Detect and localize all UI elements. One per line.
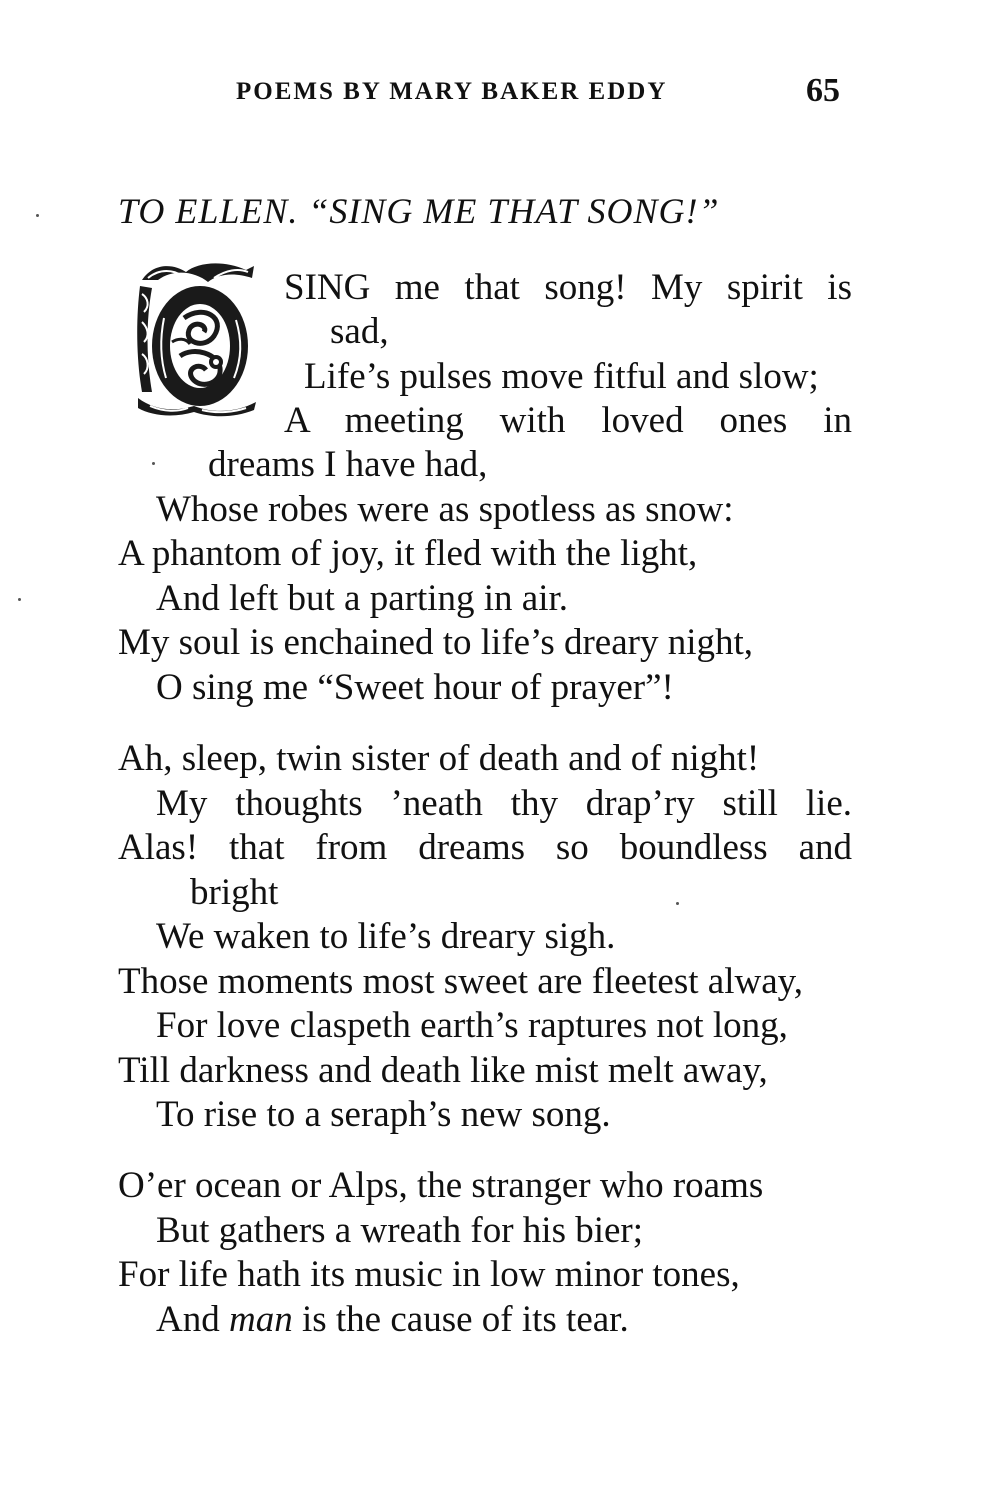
poem-line: bright: [190, 872, 279, 913]
poem-line: SING me that song! My spirit is: [284, 267, 852, 308]
poem-line: My soul is enchained to life’s dreary night,: [118, 622, 754, 663]
poem-line: My thoughts ’neath thy drap’ry still lie.: [156, 783, 852, 824]
running-head: POEMS BY MARY BAKER EDDY: [236, 78, 668, 105]
ornamental-dropcap: [134, 258, 260, 420]
poem-line: We waken to life’s dreary sigh.: [156, 916, 616, 957]
poem-line: [156, 1298, 629, 1342]
poem-line: But gathers a wreath for his bier;: [156, 1210, 644, 1251]
poem-line: For love claspeth earth’s raptures not long,: [156, 1005, 788, 1046]
poem-line-start: And: [156, 1299, 220, 1340]
poem-line: For life hath its music in low minor tones,: [118, 1254, 740, 1295]
poem-title: TO ELLEN. “SING ME THAT SONG!”: [118, 191, 720, 231]
poem-line: sad,: [330, 311, 389, 352]
poem-line: Alas! that from dreams so boundless and: [118, 827, 852, 868]
poem-line: A meeting with loved ones in: [284, 400, 852, 441]
poem-line: A phantom of joy, it fled with the light,: [118, 533, 698, 574]
page-number: 65: [806, 72, 840, 109]
scan-speck: [152, 462, 155, 465]
poem-line: O sing me “Sweet hour of prayer”!: [156, 667, 674, 708]
scan-speck: [18, 598, 21, 601]
poem-line: Those moments most sweet are fleetest alway,: [118, 961, 803, 1002]
poem-line: And left but a parting in air.: [156, 578, 569, 619]
poem-line: Life’s pulses move fitful and slow;: [304, 356, 819, 397]
poem-line: O’er ocean or Alps, the stranger who roams: [118, 1165, 764, 1206]
scan-speck: [36, 214, 39, 217]
scan-speck: [676, 902, 679, 905]
poem-line: Whose robes were as spotless as snow:: [156, 489, 734, 530]
poem-line: dreams I have had,: [208, 444, 488, 485]
poem-line: Ah, sleep, twin sister of death and of night!: [118, 738, 760, 779]
italic-word: man: [228, 1299, 293, 1340]
poem-line: Till darkness and death like mist melt away,: [118, 1050, 768, 1091]
poem-line-end: is the cause of its tear.: [301, 1299, 629, 1340]
poem-line: To rise to a seraph’s new song.: [156, 1094, 611, 1135]
